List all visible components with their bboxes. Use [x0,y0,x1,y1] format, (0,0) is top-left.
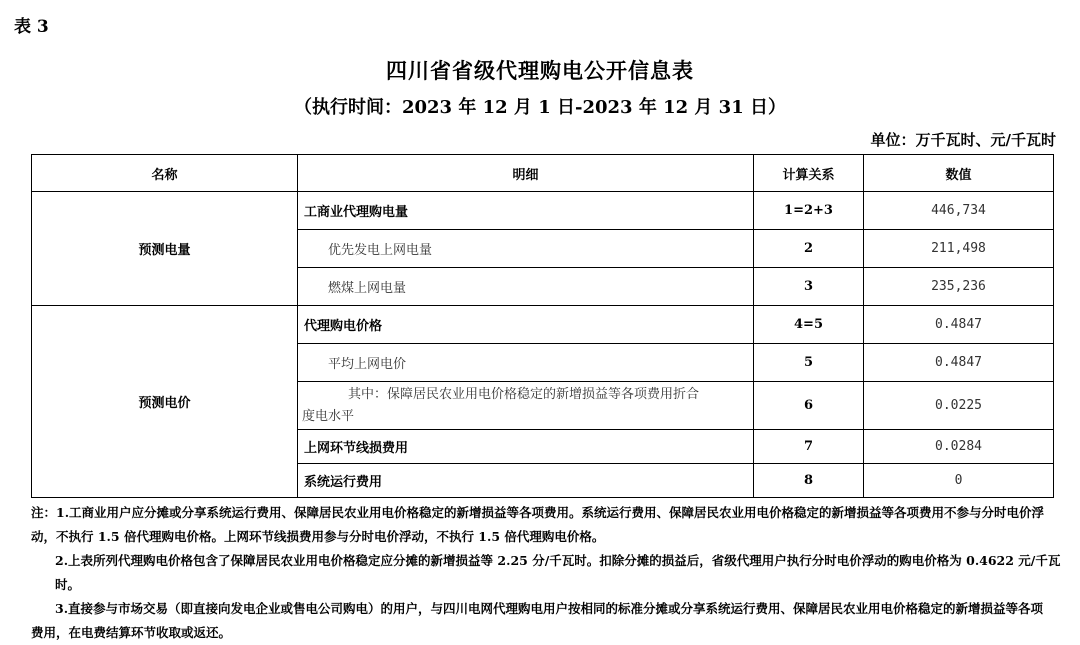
header-formula: 计算关系 [754,155,864,192]
row-formula: 5 [754,344,864,382]
row-formula: 4=5 [754,306,864,344]
row-detail: 燃煤上网电量 [298,268,754,306]
note-1-line-1: 注：1.工商业用户应分摊或分享系统运行费用、保障居民农业用电价格稳定的新增损益等各项费用。系统运行费用、保障居民农业用电价格稳定的新增损益等各项费用不参与分时电价浮 [31,505,1045,520]
footnotes [31,501,1061,645]
row-value: 0.4847 [864,344,1054,382]
row-formula: 7 [754,430,864,464]
row-detail: 平均上网电价 [298,344,754,382]
row-detail: 上网环节线损费用 [298,430,754,464]
page-title: 四川省省级代理购电公开信息表 [386,58,694,83]
header-value: 数值 [864,155,1054,192]
detail-line-1: 其中：保障居民农业用电价格稳定的新增损益等各项费用折合 [348,386,700,402]
row-detail: 系统运行费用 [298,464,754,498]
group-predicted-price: 预测电价 [32,306,298,498]
unit-label: 单位：万千瓦时、元/千瓦时 [870,131,1056,149]
table-row [32,192,1054,230]
group-predicted-volume: 预测电量 [32,192,298,306]
row-detail: 优先发电上网电量 [298,230,754,268]
row-formula: 6 [754,382,864,430]
table-number-label: 表 3 [14,17,49,37]
table-header-row [32,155,1054,192]
header-name: 名称 [32,155,298,192]
row-value: 0 [864,464,1054,498]
note-1-line-2: 动，不执行 1.5 倍代理购电价格。上网环节线损费用参与分时电价浮动，不执行 1.5 倍代理购电价格。 [31,529,605,544]
info-table [31,154,1054,498]
row-value: 211,498 [864,230,1054,268]
row-value: 0.0284 [864,430,1054,464]
row-value: 446,734 [864,192,1054,230]
row-detail: 代理购电价格 [298,306,754,344]
row-formula: 3 [754,268,864,306]
row-formula: 8 [754,464,864,498]
note-2: 2.上表所列代理购电价格包含了保障居民农业用电价格稳定应分摊的新增损益等 2.25 分/千瓦时。扣除分摊的损益后，省级代理用户执行分时电价浮动的购电价格为 0.4622 元/千瓦时。 [55,553,1061,592]
note-3-line-2: 费用，在电费结算环节收取或返还。 [31,625,232,640]
row-formula: 2 [754,230,864,268]
header-detail: 明细 [298,155,754,192]
table-row [32,306,1054,344]
row-value: 235,236 [864,268,1054,306]
detail-line-2: 度电水平 [302,408,355,424]
row-detail-multiline [298,382,754,430]
row-value: 0.0225 [864,382,1054,430]
row-detail: 工商业代理购电量 [298,192,754,230]
page-subtitle: （执行时间：2023 年 12 月 1 日-2023 年 12 月 31 日） [293,97,786,118]
note-3-line-1: 3.直接参与市场交易（即直接向发电企业或售电公司购电）的用户，与四川电网代理购电用户按相同的标准分摊或分享系统运行费用、保障居民农业用电价格稳定的新增损益等各项 [55,601,1044,616]
row-formula: 1=2+3 [754,192,864,230]
row-value: 0.4847 [864,306,1054,344]
